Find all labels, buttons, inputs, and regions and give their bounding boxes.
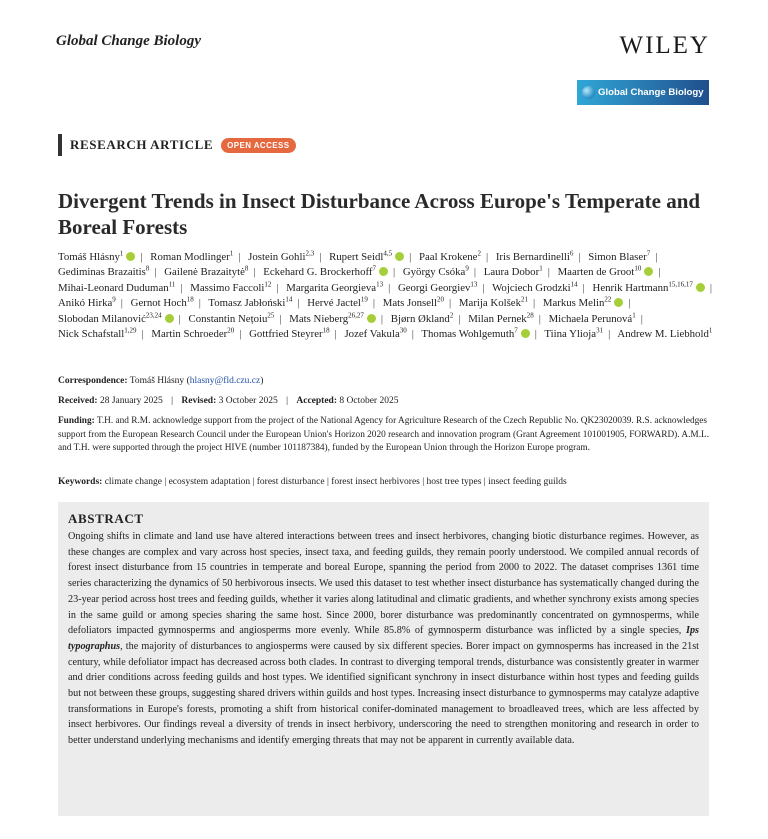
affiliation-number: 11 [168,280,176,289]
funding-statement [58,415,718,456]
affiliation-number: 7 [514,326,518,335]
affiliation-number: 1 [708,326,713,335]
affiliation-number: 18 [186,295,194,304]
author-name-text: Georgi Georgiev [397,281,471,294]
correspondence-label: Correspondence: [58,376,128,386]
author-name[interactable] [329,251,404,263]
affiliation-number: 8 [244,264,249,273]
journal-banner[interactable] [577,80,709,105]
author-separator: | [473,266,477,279]
author-name-text: Anikó Hirka [58,297,113,310]
affiliation-number: 21 [521,295,528,304]
author-separator: | [608,328,611,341]
accepted-date: 8 October 2025 [339,396,399,406]
author-name[interactable] [549,313,636,325]
author-separator: | [628,297,631,310]
affiliation-number: 12 [264,280,272,289]
author-name[interactable] [58,251,135,263]
affiliation-number: 22 [604,295,612,304]
received-label: Received: [58,396,98,406]
author-name[interactable] [588,251,650,263]
author-separator: | [178,312,181,325]
orcid-icon[interactable] [644,267,653,276]
author-separator: | [658,266,661,279]
author-name-text: Gernot Hoch [130,297,187,310]
author-name[interactable] [391,313,454,325]
keyword: host tree types [426,477,482,487]
author-name[interactable] [58,297,116,309]
article-type-label: RESEARCH ARTICLE [70,137,214,152]
author-name[interactable] [617,328,712,340]
affiliation-number: 30 [399,326,407,335]
author-name[interactable] [459,297,528,309]
author-separator: | [380,312,384,325]
journal-name: Global Change Biology [56,33,202,49]
author-separator: | [297,297,300,310]
affiliation-number: 7 [646,249,651,258]
orcid-icon[interactable] [614,298,623,307]
affiliation-number: 6 [569,249,574,258]
author-separator: | [140,251,143,263]
author-name[interactable] [208,297,292,309]
affiliation-number: 9 [112,295,116,304]
author-name-text: Paal Krokene [418,251,478,263]
keyword: climate change [104,477,162,487]
orcid-icon[interactable] [379,267,388,276]
received-date: 28 January 2025 [99,396,163,406]
journal-banner-label: Global Change Biology [598,87,704,98]
correspondence-name: Tomáš Hlásny [129,376,185,386]
author-separator: | [485,251,489,263]
affiliation-number: 19 [360,295,368,304]
affiliation-number: 1 [229,249,234,258]
author-name-text: Slobodan Milanović [58,312,146,325]
author-separator: | [141,328,144,341]
author-name-text: Mats Nieberg [289,312,349,325]
author-name[interactable] [496,251,574,263]
author-name[interactable] [58,313,174,325]
affiliation-number: 1 [539,264,543,273]
affiliation-number: 1 [632,311,636,320]
abstract-box [58,502,709,816]
author-name[interactable] [151,328,234,340]
author-separator: | [154,266,157,279]
affiliation-number: 14 [570,280,578,289]
author-name[interactable] [58,328,137,340]
author-name-text: Michaela Perunová [548,312,633,325]
keyword: forest disturbance [256,477,325,487]
article-title: Divergent Trends in Insect Disturbance Across Europe's Temperate and Boreal Forests [58,189,701,239]
revised-date: 3 October 2025 [218,396,278,406]
author-name-text: Eckehard G. Brockerhoff [263,266,373,279]
orcid-icon[interactable] [521,329,530,338]
affiliation-number: 26,27 [348,311,364,320]
author-name-text: Hervé Jactel [307,297,361,310]
author-name-text: Milan Pernek [468,312,527,325]
author-separator: | [276,281,279,294]
author-name[interactable] [383,297,444,309]
affiliation-number: 18 [322,326,330,335]
author-list [58,250,718,342]
author-separator: | [238,251,241,263]
author-separator: | [578,251,581,263]
author-name[interactable] [419,251,481,263]
author-name-text: Jozef Vakula [344,328,400,341]
author-name[interactable] [164,266,248,278]
author-name-text: Tiina Ylioja [544,328,597,341]
author-name-text: Gottfried Steyrer [249,328,323,341]
author-separator: | [372,297,376,310]
author-name-text: Iris Bernardinelli [495,251,570,263]
affiliation-number: 15,16,17 [668,280,693,289]
author-separator: | [334,328,337,341]
affiliation-number: 2 [449,311,454,320]
author-name-text: Wojciech Grodzki [492,281,571,294]
abstract-part-1: Ongoing shifts in climate and land use have altered interactions between trees and insect herbivores, changing biotic disturbance regimes. However, as these changes are complex and vary across host species, insect taxa, and feeding guilds, they remain poorly understood. We compiled annual records of forest insect disturbance from 15 countries in temperate and boreal Europe, spanning the period from 2000 to 2022. The dataset comprises 1361 time series characterizing the dynamics of 50 herbivorous insects. We used this dataset to test whether insect disturbance has systematically changed during the 23-year period across host trees and feeding guilds, whether it varies along latitudinal and climatic gradients, and whether synchrony exists among species in the same guild or among species sharing the same host. Since 2000, borer disturbance was predominantly concentrated on gymnosperms, while defoliators impacted gymnosperms and angiosperms more evenly. While 85.8% of gymnosperm disturbance was inflicted by a single species, [68,531,699,637]
keyword-list: climate change | ecosystem adaptation | forest disturbance | forest insect herbivores | host tree types | insect feeding guilds [104,477,567,487]
author-name[interactable] [558,266,654,278]
affiliation-number: 10 [634,264,642,273]
author-separator: | [655,251,658,263]
affiliation-number: 1 [119,249,124,258]
author-name[interactable] [190,282,271,294]
affiliation-number: 14 [285,295,293,304]
author-separator: | [409,251,412,263]
affiliation-number: 2,3 [305,249,315,258]
author-name[interactable] [421,328,529,340]
author-name-text: Nick Schafstall [58,328,125,341]
affiliation-number: 31 [596,326,604,335]
affiliation-number: 23,24 [145,311,162,320]
orcid-icon[interactable] [696,283,705,292]
affiliation-number: 13 [376,280,384,289]
author-name-text: Constantin Nețoiu [188,312,268,325]
abstract-part-2: , the majority of disturbances to angiosperms were caused by six different species. Borer impact on gymnosperms has increased in the 21st century, while defoliator impact has decreased across both clades. In contrast to diverging temporal trends, disturbance was consistently greater in warmer and drier conditions across feeding guilds and host types. We identified significant synchrony in insect disturbance within host types and feeding guilds but not between these groups, suggesting shared drivers within guilds and host types. Increasing insect disturbance to gymnosperms may catalyze adaptive transformations in Europe's forests, promoting a shift from historical conifer-dominated management to broadleaved trees, which are less affected by insect herbivores. Our findings reveal a diversity of trends in insect herbivory, underscoring the need to strengthen monitoring and research in order to better understand underlying mechanisms and identify emerging threats that may not be apparent in currently available data. [68,640,699,747]
orcid-icon[interactable] [367,314,376,323]
author-name[interactable] [58,282,175,294]
author-name-text: Simon Blaser [588,251,647,263]
correspondence-line: Correspondence: Tomáš Hlásny (hlasny@fld.czu.cz) [58,376,264,386]
author-separator: | [198,297,201,310]
author-name[interactable] [248,251,314,263]
author-name-text: Andrew M. Liebhold [617,328,709,341]
orcid-icon[interactable] [395,252,404,261]
orcid-icon[interactable] [126,252,135,261]
author-name[interactable] [398,282,477,294]
author-separator: | [279,312,282,325]
affiliation-number: 1,29 [124,326,137,335]
author-name-text: Henrik Hartmann [592,281,669,294]
author-separator: | [392,266,396,279]
keyword: ecosystem adaptation [168,477,251,487]
author-separator: | [253,266,256,279]
author-separator: | [533,297,536,310]
author-separator: | [180,281,183,294]
affiliation-number: 7 [372,264,376,273]
author-name-text: Markus Melin [542,297,605,310]
author-separator: | [640,312,643,325]
author-separator: | [547,266,550,279]
author-name-text: Mats Jonsell [382,297,438,310]
keyword: forest insect herbivores [331,477,420,487]
article-type-bar [58,134,296,156]
affiliation-number: 4,5 [383,249,393,258]
author-name[interactable] [286,282,383,294]
author-name-text: Roman Modlinger [150,251,230,263]
author-name[interactable] [189,313,275,325]
author-name[interactable] [593,282,705,294]
author-name-text: Martin Schroeder [151,328,228,341]
affiliation-number: 2 [477,249,481,258]
affiliation-number: 25 [267,311,275,320]
author-name[interactable] [131,297,194,309]
author-name-text: Thomas Wohlgemuth [421,328,515,341]
species-name: Ips typographus [68,625,700,652]
author-name[interactable] [468,313,533,325]
author-name-text: Rupert Seidl [329,251,384,263]
author-name[interactable] [307,297,368,309]
author-name[interactable] [58,266,149,278]
author-name-text: Marija Kolšek [458,297,521,310]
author-name-text: György Csóka [402,266,466,279]
abstract-text [68,529,699,749]
author-name[interactable] [543,297,623,309]
author-separator: | [319,251,322,263]
author-name[interactable] [344,328,406,340]
author-name[interactable] [492,282,578,294]
author-separator: | [582,281,585,294]
correspondence-email[interactable]: hlasny@fld.czu.cz [189,376,261,386]
author-separator: | [388,281,391,294]
author-name[interactable] [544,328,603,340]
author-name[interactable] [403,266,469,278]
author-name[interactable] [484,266,543,278]
affiliation-number: 20 [437,295,445,304]
keywords-label: Keywords: [58,477,103,487]
author-name-text: Tomáš Hlásny [58,251,120,263]
keywords-line [58,475,718,489]
affiliation-number: 13 [470,280,478,289]
author-name[interactable] [289,313,376,325]
publisher-logo: WILEY [619,32,710,59]
orcid-icon[interactable] [165,314,174,323]
author-separator: | [449,297,452,310]
author-name-text: Bjørn Økland [390,312,450,325]
dates-line: Received: 28 January 2025 | Revised: 3 October 2025 | Accepted: 8 October 2025 [58,396,399,406]
abstract-heading: ABSTRACT [68,511,144,526]
affiliation-number: 9 [465,264,469,273]
author-name[interactable] [263,266,388,278]
author-separator: | [458,312,461,325]
author-name-text: Margarita Georgieva [286,281,377,294]
affiliation-number: 8 [145,264,150,273]
funding-text: T.H. and R.M. acknowledge support from the project of the National Agency for Agriculture Research of the Czech Republic No. QK23020039. R.S. acknowledges support from the European Research Council under the European Union's Horizon 2020 research and innovation program (Grant Agreement 101001905, FORWARD). A.M.L. and T.H. were supported through the project HIVE (number 101187384), funded by the European Union through the Horizon Europe program. [58,416,710,453]
globe-icon [582,86,595,99]
affiliation-number: 28 [526,311,534,320]
author-name-text: Maarten de Groot [557,266,635,279]
author-name-text: Jostein Gohli [248,251,306,263]
author-separator: | [534,328,537,341]
affiliation-number: 20 [227,326,235,335]
author-name-text: Laura Dobor [483,266,540,279]
revised-label: Revised: [181,396,217,406]
open-access-badge: OPEN ACCESS [221,138,295,153]
author-separator: | [120,297,123,310]
author-separator: | [538,312,541,325]
author-separator: | [239,328,242,341]
author-separator: | [411,328,414,341]
author-name-text: Gailenė Brazaitytė [164,266,245,279]
author-separator: | [709,281,713,294]
author-name-text: Gediminas Brazaitis [58,266,146,279]
keyword: insect feeding guilds [488,477,567,487]
author-name[interactable] [150,251,233,263]
accepted-label: Accepted: [296,396,337,406]
author-separator: | [482,281,485,294]
funding-label: Funding: [58,416,95,426]
author-name-text: Massimo Faccoli [190,281,265,294]
author-name[interactable] [249,328,329,340]
author-name-text: Mihai-Leonard Duduman [58,281,169,294]
author-name-text: Tomasz Jabłoński [208,297,286,310]
